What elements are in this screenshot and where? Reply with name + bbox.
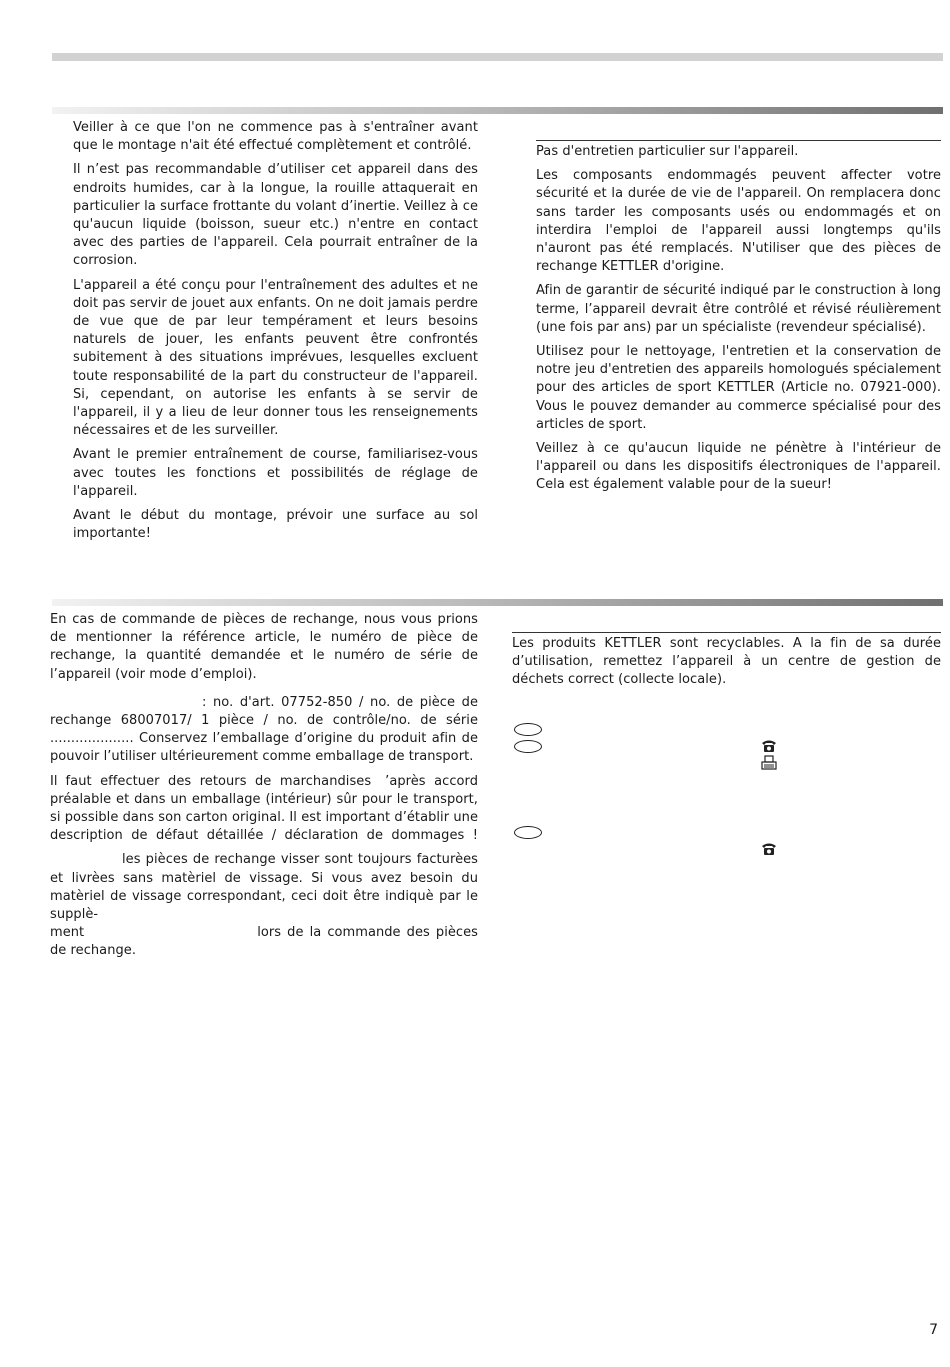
- maintenance-paragraph: Afin de garantir de sécurité indiqué par le construction à long terme, l’appareil devrait être contrôlé et révisé réulièrement (une fois par ans) par un spécialiste (revendeur spécialisé).: [536, 283, 941, 335]
- ordering-returns-a: Il: [50, 773, 58, 789]
- phone-icon: [760, 841, 778, 857]
- ordering-example-text: : no. d'art. 07752-850 / no. de pièce de rechange 68007017/ 1 pièce / no. de contrôle/no. de série .................... Conservez l’emballage d’origine du produit afin de pouvoir l’utiliser ultérieurement comme emballage de transport.: [50, 694, 478, 765]
- ordering-column: [50, 611, 478, 961]
- ordering-returns-c: ’après accord préalable et dans un emballage (intérieur) sûr pour le transport, si possible dans son carton original. Il est important d’établir une description de défaut détaillée / déclaration de dommages !: [50, 773, 478, 844]
- maintenance-rule: [536, 140, 941, 141]
- country-oval: [514, 826, 542, 839]
- header-bar: [52, 53, 943, 61]
- maintenance-paragraph: Utilisez pour le nettoyage, l'entretien et la conservation de notre jeu d'entretien des appareils homologués spécialement pour des articles de sport KETTLER (Article no. 07921-000). Vous le pouvez demander au commerce spécialisé pour des articles de sport.: [536, 344, 941, 432]
- safety-paragraph: Il n’est pas recommandable d’utiliser cet appareil dans des endroits humides, car à la longue, la rouille attaquerait en particulier la surface frottante du volant d’inertie. Veillez à ce qu'aucun liquide (boisson, sueur etc.) n'entre en contact avec des parties de l'appareil. Cela pourrait entraîner de la corrosion.: [73, 162, 478, 269]
- maintenance-column: [536, 143, 941, 501]
- safety-paragraph: Avant le premier entraînement de course, familiarisez-vous avec toutes les fonctions et possibilités de réglage de l'appareil.: [73, 447, 478, 499]
- country-oval: [514, 723, 542, 736]
- safety-paragraph: L'appareil a été conçu pour l'entraînement des adultes et ne doit pas servir de jouet aux enfants. On ne doit jamais perdre de vue que de par leur tempérament et leurs besoins naturels de jouer, les enfants peuvent être confrontés subitement à des situations imprévues, lesquelles excluent toute responsabilité de la part du constructeur de l'appareil. Si, cependant, on autorise les enfants à se servir de l'appareil, il y a lieu de leur donner tous les renseignements nécessaires et de les surveiller.: [73, 277, 478, 439]
- safety-paragraph: Avant le début du montage, prévoir une surface au sol importante!: [73, 508, 478, 542]
- maintenance-paragraph: Les composants endommagés peuvent affecter votre sécurité et la durée de vie de l'appareil. On remplacera donc sans tarder les composants usés ou endommagés et on interdira l'emploi de l'appareil aussi longtemps qu'ils n'auront pas été remplacés. N'utiliser que des pièces de rechange KETTLER d'origine.: [536, 168, 941, 275]
- disposal-paragraph: Les produits KETTLER sont recyclables. A la fin de sa durée d’utilisation, remettez l’appareil à un centre de gestion de déchets correct (collecte locale).: [512, 636, 941, 688]
- section-bar-ordering: [52, 599, 943, 606]
- ordering-returns: [50, 773, 478, 846]
- ordering-screws-a: les pièces de rechange visser sont toujours facturèes et livrèes sans matèriel de vissage. Si vous avez besoin du matèriel de vissage correspondant, ceci doit être indiquè par le supplè-: [50, 852, 478, 923]
- ordering-screws-line: [50, 924, 478, 942]
- ordering-screws-end: de rechange.: [50, 943, 137, 959]
- ordering-paragraph: En cas de commande de pièces de rechange, nous vous prions de mentionner la référence article, le numéro de pièce de rechange, la quantité demandée et le numéro de série de l’appareil (voir mode d’emploi).: [50, 612, 478, 682]
- ordering-example: [50, 694, 478, 767]
- ordering-screws: [50, 851, 478, 924]
- disposal-column: [512, 635, 941, 696]
- safety-paragraph: Veiller à ce que l'on ne commence pas à s'entraîner avant que le montage n'ait été effectué complètement et contrôlé.: [73, 120, 478, 154]
- ordering-returns-b: faut effectuer des retours de marchandises: [65, 773, 372, 789]
- fax-icon: [760, 755, 778, 771]
- page-number: 7: [929, 1322, 938, 1338]
- safety-column: [73, 119, 478, 549]
- section-bar-safety: [52, 107, 943, 114]
- ordering-screws-b: ment: [50, 925, 85, 941]
- phone-icon: [760, 738, 778, 754]
- country-oval: [514, 740, 542, 753]
- disposal-rule: [512, 632, 941, 633]
- maintenance-paragraph: Veillez à ce qu'aucun liquide ne pénètre à l'intérieur de l'appareil ou dans les dispositifs électroniques de l'appareil. Cela est également valable pour de la sueur!: [536, 441, 941, 493]
- maintenance-paragraph: Pas d'entretien particulier sur l'appareil.: [536, 144, 799, 159]
- ordering-screws-c: lors de la commande des pièces: [257, 925, 478, 941]
